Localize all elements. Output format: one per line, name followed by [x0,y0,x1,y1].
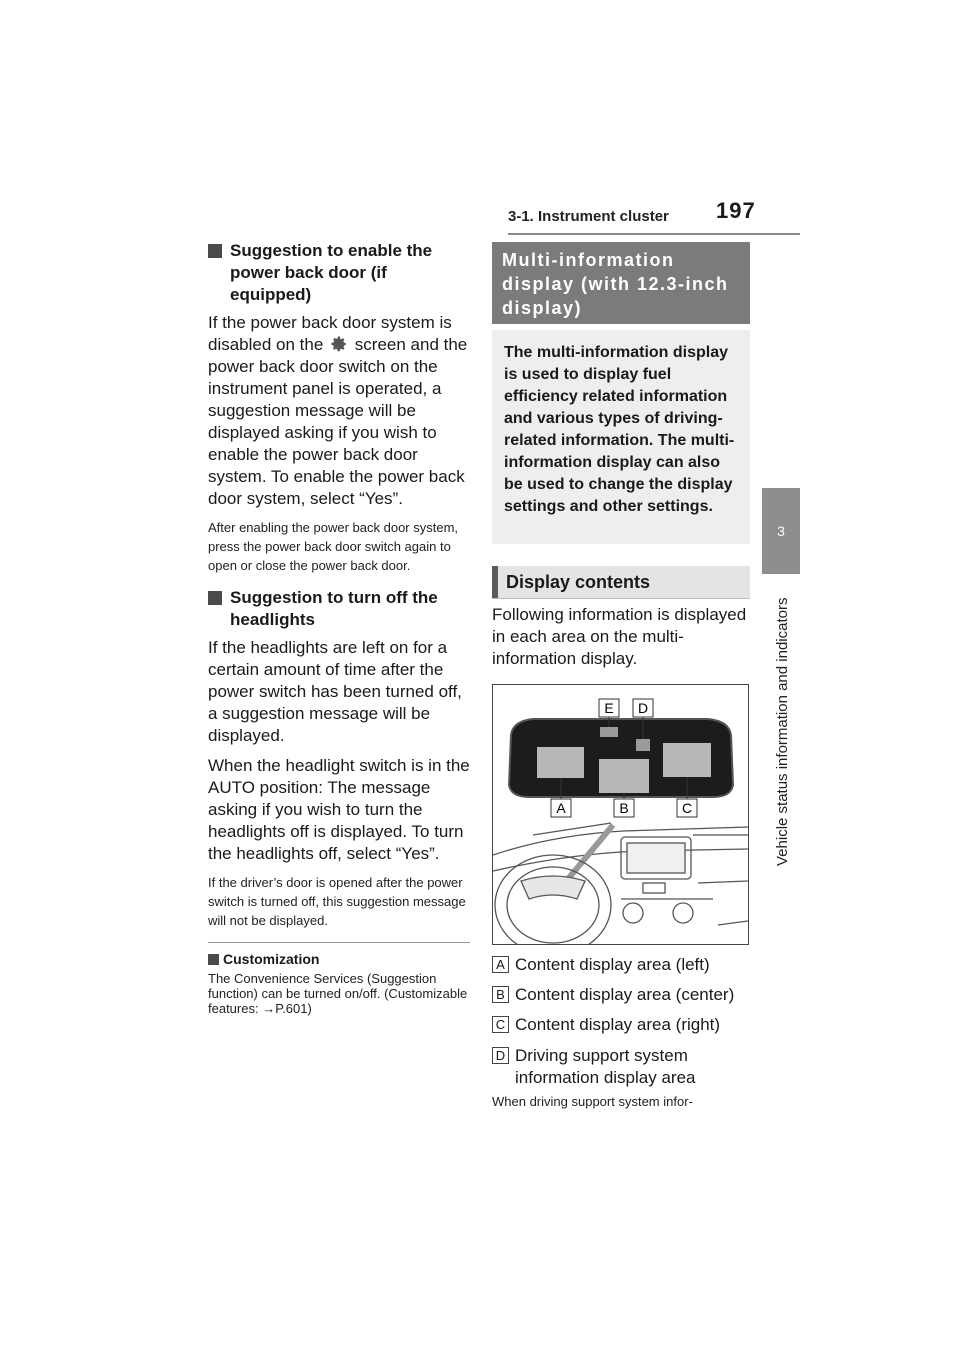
header-rule [508,233,800,235]
customization-rule [208,942,470,943]
bullet-square-icon [208,591,222,605]
gear-icon [330,335,348,353]
chapter-tab: 3 [762,488,800,574]
display-contents-heading: Display contents [492,566,750,598]
bullet-square-icon [208,954,219,965]
label-d [633,699,653,717]
headlights-heading: Suggestion to turn off the headlights [208,587,470,631]
area-a-rect [537,747,584,778]
headlights-body-2: When the headlight switch is in the AUTO position: The message asking if you wish to turn the headlights off is displayed. To turn the headlights off, select “Yes”. [208,756,470,863]
intro-box: The multi-information display is used to display fuel efficiency related information and various types of driving-related information. The multi-information display can also be used to change the display settings and other settings. [492,330,750,544]
following-text: Following information is displayed in each area on the multi-information display. [492,605,747,668]
legend-key-d: D [492,1047,509,1064]
area-b-rect [599,759,649,793]
label-a [551,799,571,817]
dashboard-drawing [493,823,748,944]
svg-text:D: D [637,700,649,716]
area-e-rect [600,727,618,737]
page-number: 197 [716,198,756,223]
cluster-figure [492,684,749,945]
headlights-note: If the driver’s door is opened after the power switch is turned off, this suggestion message will not be displayed. [208,875,466,928]
area-d-rect [636,739,650,751]
section-heading-box: Multi-information display (with 12.3-inch display) [492,242,750,324]
legend-key-b: B [492,986,509,1003]
power-back-door-body: If the power back door system is disabled on the screen and the power back door switch on the instrument panel is operated, a suggestion message will be displayed asking if you wish to enable the power back door system. To enable the power back door system, select “Yes”. [208,313,468,508]
chapter-title-vertical [774,556,790,866]
customization-heading: Customization [208,951,470,967]
area-c-rect [663,743,711,777]
legend-item-c: C Content display area (right) [492,1014,754,1036]
power-back-door-heading: Suggestion to enable the power back door (if equipped) [208,240,470,306]
customization-text: The Convenience Services (Suggestion function) can be turned on/off. (Customizable features: →P.601) [208,971,468,1016]
legend-item-d: D Driving support system information display area [492,1045,754,1089]
chapter-title: Vehicle status information and indicators [774,597,791,866]
left-column [208,240,470,1016]
label-e [599,699,619,717]
svg-text:C: C [681,800,693,816]
bullet-square-icon [208,244,222,258]
label-b [614,799,634,817]
legend-item-b: B Content display area (center) [492,984,754,1006]
headlights-body-1: If the headlights are left on for a certain amount of time after the power switch has been turned off, a suggestion message will be displayed. [208,638,462,745]
svg-text:A: A [556,800,566,816]
legend-key-c: C [492,1016,509,1033]
cluster-illustration [493,685,748,944]
display-contents-rule [492,598,750,599]
svg-text:E: E [604,700,614,716]
legend-item-a: A Content display area (left) [492,954,754,976]
trailing-note: When driving support system infor- [492,1094,693,1109]
label-c [677,799,697,817]
legend-key-a: A [492,956,509,973]
power-back-door-note: After enabling the power back door system, press the power back door switch again to open or close the power back door. [208,520,459,573]
svg-text:B: B [619,800,629,816]
section-title: 3-1. Instrument cluster [508,208,669,225]
